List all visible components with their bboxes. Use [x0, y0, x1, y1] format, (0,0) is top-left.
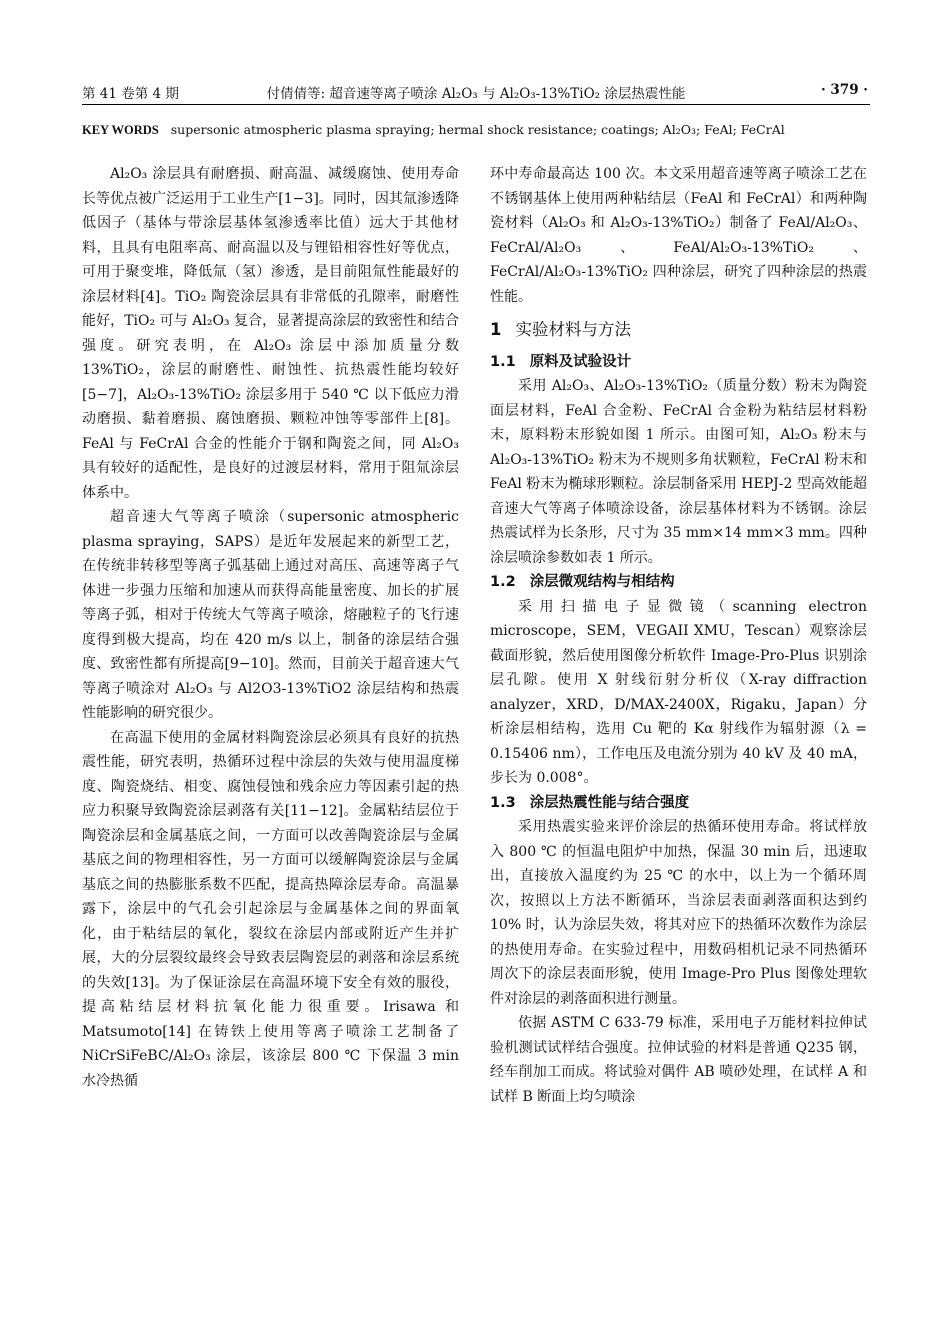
subsection-title: 原料及试验设计	[529, 353, 632, 370]
subsection-title: 涂层微观结构与相结构	[529, 574, 675, 590]
keywords-line	[82, 122, 870, 138]
subsection-title: 涂层热震性能与结合强度	[529, 794, 690, 811]
subsection-number: 1.1	[490, 353, 516, 370]
keywords-label: KEY WORDS	[82, 123, 159, 137]
section-number: 1	[490, 320, 502, 339]
journal-issue: 第 41 卷第 4 期	[82, 86, 179, 102]
running-title: 付倩倩等: 超音速等离子喷涂 Al₂O₃ 与 Al₂O₃-13%TiO₂ 涂层热震性能	[266, 86, 686, 102]
section-title: 实验材料与方法	[515, 320, 631, 339]
section-1-3-text-1: 采用热震实验来评价涂层的热循环使用寿命。将试样放入 800 ℃ 的恒温电阻炉中加热，保温 30 min 后，迅速取出，直接放入温度约为 25 ℃ 的水中，以上为一个循环周次，按照以上方法不断循环，当涂层表面剥落面积达到约 10% 时，认为涂层失效，将其对应下的热循环次数作为涂层的热使用寿命。在实验过程中，用数码相机记录不同热循环周次下的涂层表面形貌，使用 Image-Pro Plus 图像处理软件对涂层的剥落面积进行测量。	[490, 819, 867, 1007]
subsection-heading-1-3	[490, 791, 867, 816]
intro-continued: 环中寿命最高达 100 次。本文采用超音速等离子喷涂工艺在不锈钢基体上使用两种粘结层（FeAl 和 FeCrAl）和两种陶瓷材料（Al₂O₃ 和 Al₂O₃-13%TiO₂）制备了 FeAl/Al₂O₃、FeCrAl/Al₂O₃、FeAl/Al₂O₃-13%TiO₂、FeCrAl/Al₂O₃-13%TiO₂ 四种涂层，研究了四种涂层的热震性能。	[490, 166, 867, 305]
intro-paragraph-3: 在高温下使用的金属材料陶瓷涂层必须具有良好的抗热震性能，研究表明，热循环过程中涂层的失效与使用温度梯度、陶瓷烧结、相变、腐蚀侵蚀和残余应力等因素引起的热应力积聚导致陶瓷涂层剥落有关[11−12]。金属粘结层位于陶瓷涂层和金属基底之间，一方面可以改善陶瓷涂层与金属基底之间的物理相容性，另一方面可以缓解陶瓷涂层与金属基底之间的热膨胀系数不匹配，提高热障涂层寿命。高温暴露下，涂层中的气孔会引起涂层与金属基体之间的界面氧化，由于粘结层的氧化，裂纹在涂层内部或附近产生并扩展，大的分层裂纹最终会导致表层陶瓷层的剥落和涂层系统的失效[13]。为了保证涂层在高温环境下安全有效的服役，提高粘结层材料抗氧化能力很重要。Irisawa 和 Matsumoto[14] 在铸铁上使用等离子喷涂工艺制备了 NiCrSiFeBC/Al₂O₃ 涂层，该涂层 800 ℃ 下保温 3 min 水冷热循	[82, 729, 459, 1089]
intro-paragraph-2: 超音速大气等离子喷涂（supersonic atmospheric plasma spraying，SAPS）是近年发展起来的新型工艺，在传统非转移型等离子弧基础上通过对高压、高速等离子气体进一步强力压缩和加速从而获得高能量密度、加长的扩展等离子弧，相对于传统大气等离子喷涂，熔融粒子的飞行速度得到极大提高，均在 420 m/s 以上，制备的涂层结合强度、致密性都有所提高[9−10]。然而，目前关于超音速大气等离子喷涂对 Al₂O₃ 与 Al2O3-13%TiO2 涂层结构和热震性能影响的研究很少。	[82, 509, 459, 721]
subsection-heading-1-1	[490, 350, 867, 375]
right-column	[490, 162, 867, 1109]
header-rule	[82, 104, 870, 105]
subsection-number: 1.3	[490, 794, 516, 811]
subsection-number: 1.2	[490, 574, 516, 590]
subsection-heading-1-2	[490, 570, 867, 595]
section-1-2-text: 采用扫描电子显微镜（scanning electron microscope，SEM，VEGAII XMU，Tescan）观察涂层截面形貌，然后使用图像分析软件 Image-Pro-Plus 识别涂层孔隙。使用 X 射线衍射分析仪（X-ray diffraction analyzer，XRD，D/MAX-2400X，Rigaku，Japan）分析涂层相结构，选用 Cu 靶的 Kα 射线作为辐射源（λ = 0.15406 nm），工作电压及电流分别为 40 kV 及 40 mA，步长为 0.008°。	[490, 598, 867, 786]
section-heading-1	[490, 318, 867, 343]
section-1-3-text-2: 依据 ASTM C 633-79 标准，采用电子万能材料拉伸试验机测试试样结合强度。拉伸试验的材料是普通 Q235 钢，经车削加工而成。将试验对偶件 AB 喷砂处理，在试样 A 和试样 B 断面上均匀喷涂	[490, 1015, 867, 1105]
left-column	[82, 162, 459, 1093]
page-number: · 379 ·	[821, 82, 868, 98]
page-header	[82, 78, 870, 104]
keywords-text: supersonic atmospheric plasma spraying; hermal shock resistance; coatings; Al₂O₃; FeAl; FeCrAl	[170, 122, 785, 137]
section-1-1-text: 采用 Al₂O₃、Al₂O₃-13%TiO₂（质量分数）粉末为陶瓷面层材料，FeAl 合金粉、FeCrAl 合金粉为粘结层材料粉末，原料粉末形貌如图 1 所示。由图可知，Al₂O₃ 粉末与 Al₂O₃-13%TiO₂ 粉末为不规则多角状颗粒，FeCrAl 粉末和 FeAl 粉末为椭球形颗粒。涂层制备采用 HEPJ-2 型高效能超音速大气等离子体喷涂设备，涂层基体材料为不锈钢。涂层热震试样为长条形，尺寸为 35 mm×14 mm×3 mm。四种涂层喷涂参数如表 1 所示。	[490, 378, 867, 566]
intro-paragraph-1: Al₂O₃ 涂层具有耐磨损、耐高温、减缓腐蚀、使用寿命长等优点被广泛运用于工业生产[1−3]。同时，因其氚渗透降低因子（基体与带涂层基体氢渗透率比值）远大于其他材料，且具有电阻率高、耐高温以及与锂铅相容性好等优点，可用于聚变堆，降低氚（氢）渗透，是目前阻氚性能最好的涂层材料[4]。TiO₂ 陶瓷涂层具有非常低的孔隙率，耐磨性能好，TiO₂ 可与 Al₂O₃ 复合，显著提高涂层的致密性和结合强度。研究表明，在 Al₂O₃ 涂层中添加质量分数 13%TiO₂，涂层的耐磨性、耐蚀性、抗热震性能均较好[5−7]，Al₂O₃-13%TiO₂ 涂层多用于 540 ℃ 以下低应力滑动磨损、黏着磨损、腐蚀磨损、颗粒冲蚀等零部件上[8]。FeAl 与 FeCrAl 合金的性能介于钢和陶瓷之间，同 Al₂O₃ 具有较好的适配性，是良好的过渡层材料，常用于阻氚涂层体系中。	[82, 166, 459, 501]
